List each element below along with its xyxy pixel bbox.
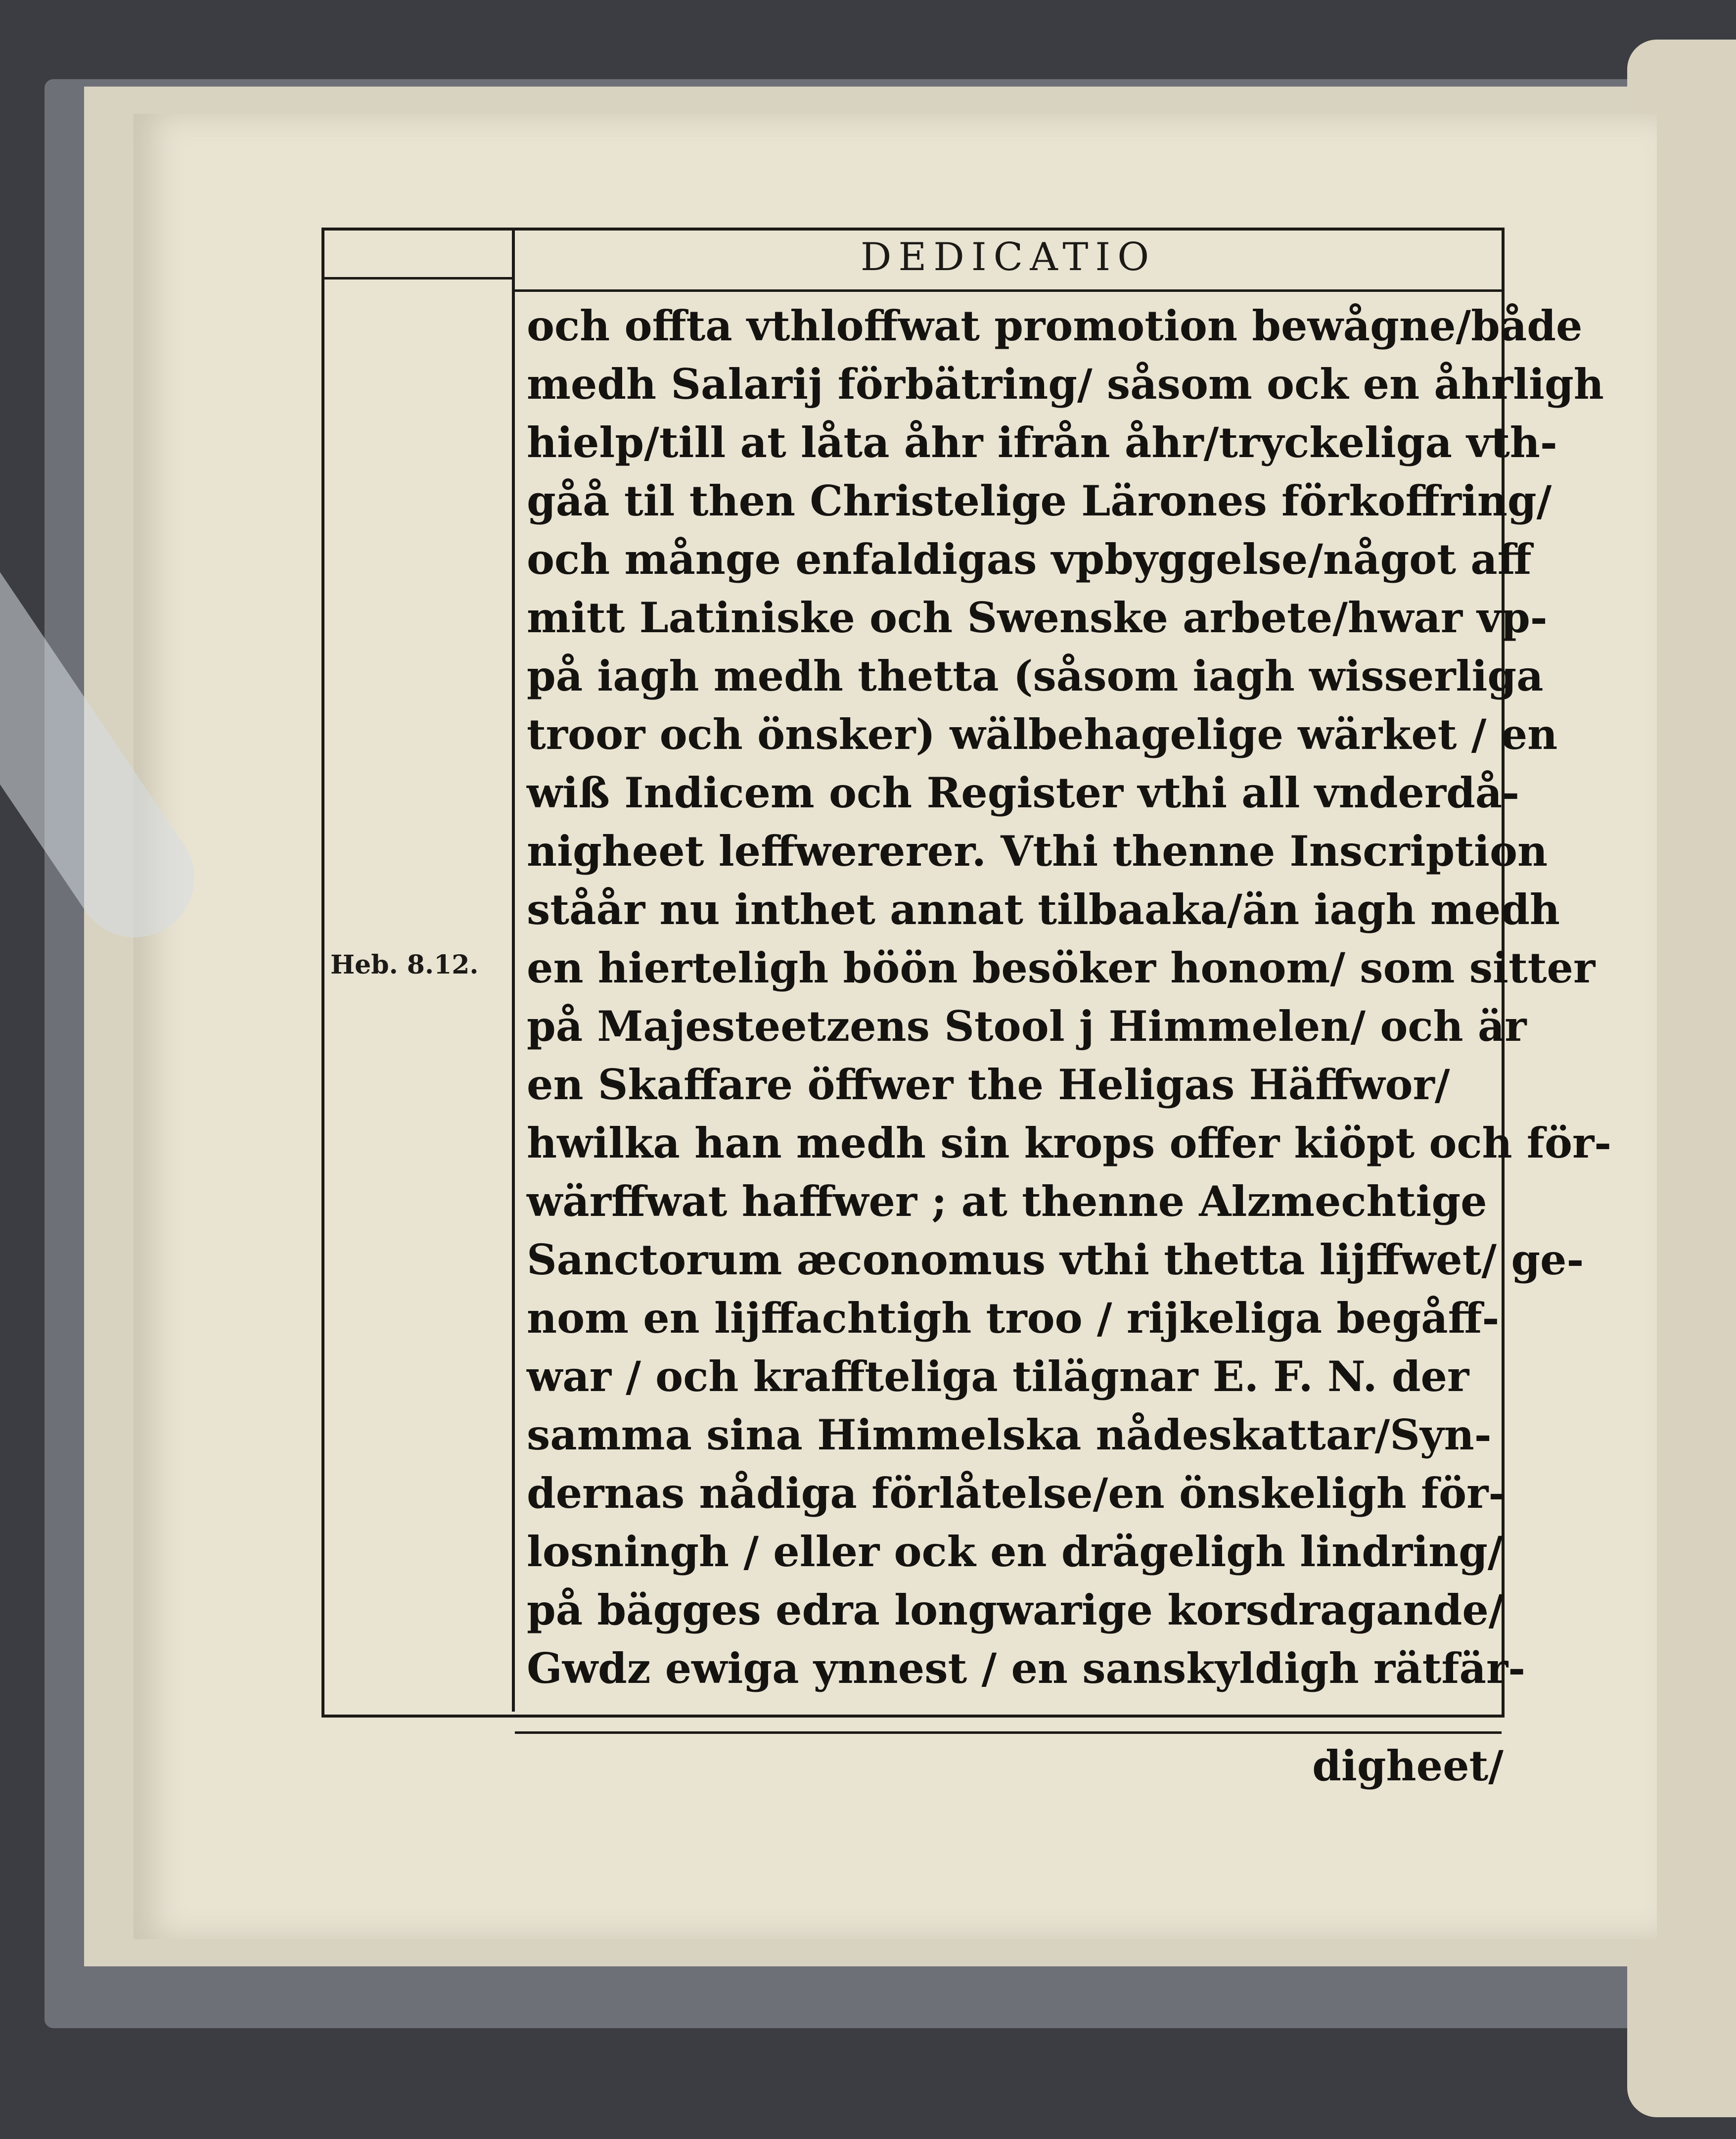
text-line: war / och kraffteliga tilägnar E. F. N. der xyxy=(527,1352,1469,1401)
text-line: på bägges edra longwarige korsdragande/ xyxy=(527,1585,1504,1634)
text-line: på iagh medh thetta (såsom iagh wisserliga xyxy=(527,651,1544,700)
text-line: och månge enfaldigas vpbyggelse/något aff xyxy=(527,535,1532,584)
catchword: digheet/ xyxy=(1312,1741,1504,1790)
text-line: Gwdz ewiga ynnest / en sanskyldigh rätfär- xyxy=(527,1644,1526,1693)
text-line: Sanctorum æconomus vthi thetta lijffwet/ ge- xyxy=(527,1235,1584,1284)
text-line: nom en lijffachtigh troo / rijkeliga begåff- xyxy=(527,1294,1500,1343)
text-line: wiß Indicem och Register vthi all vnderdå- xyxy=(527,768,1520,817)
text-line: dernas nådiga förlåtelse/en önskeligh för- xyxy=(527,1469,1506,1518)
margin-note: Heb. 8.12. xyxy=(330,950,479,980)
body-text xyxy=(527,297,1612,1698)
text-line: medh Salarij förbätring/ såsom ock en åhrligh xyxy=(527,360,1604,409)
header-rule xyxy=(515,289,1502,292)
text-line: samma sina Himmelska nådeskattar/Syn- xyxy=(527,1410,1492,1459)
margin-rule xyxy=(512,228,515,1712)
text-line: wärffwat haffwer ; at thenne Alzmechtige xyxy=(527,1177,1487,1226)
text-line: losningh / eller ock en drägeligh lindring/ xyxy=(527,1527,1503,1576)
text-line: nigheet leffwererer. Vthi thenne Inscription xyxy=(527,827,1548,876)
text-line: ståår nu inthet annat tilbaaka/än iagh medh xyxy=(527,885,1560,934)
text-line: en hierteligh böön besöker honom/ som sitter xyxy=(527,943,1596,992)
footer-rule xyxy=(515,1731,1502,1734)
text-line: gåå til then Christelige Lärones förkoffring/ xyxy=(527,476,1552,525)
text-line: mitt Latiniske och Swenske arbete/hwar vp- xyxy=(527,593,1548,642)
text-line: hielp/till at låta åhr ifrån åhr/tryckeliga vth- xyxy=(527,418,1557,467)
text-line: på Majesteetzens Stool j Himmelen/ och är xyxy=(527,1002,1527,1051)
margin-head-rule xyxy=(321,277,512,279)
text-line: troor och önsker) wälbehagelige wärket / en xyxy=(527,710,1558,759)
text-line: en Skaffare öffwer the Heligas Häffwor/ xyxy=(527,1060,1450,1109)
running-head: DEDICATIO xyxy=(860,235,1156,279)
text-line: och offta vthloffwat promotion bewågne/både xyxy=(527,301,1583,350)
text-line: hwilka han medh sin krops offer kiöpt och för- xyxy=(527,1118,1612,1167)
